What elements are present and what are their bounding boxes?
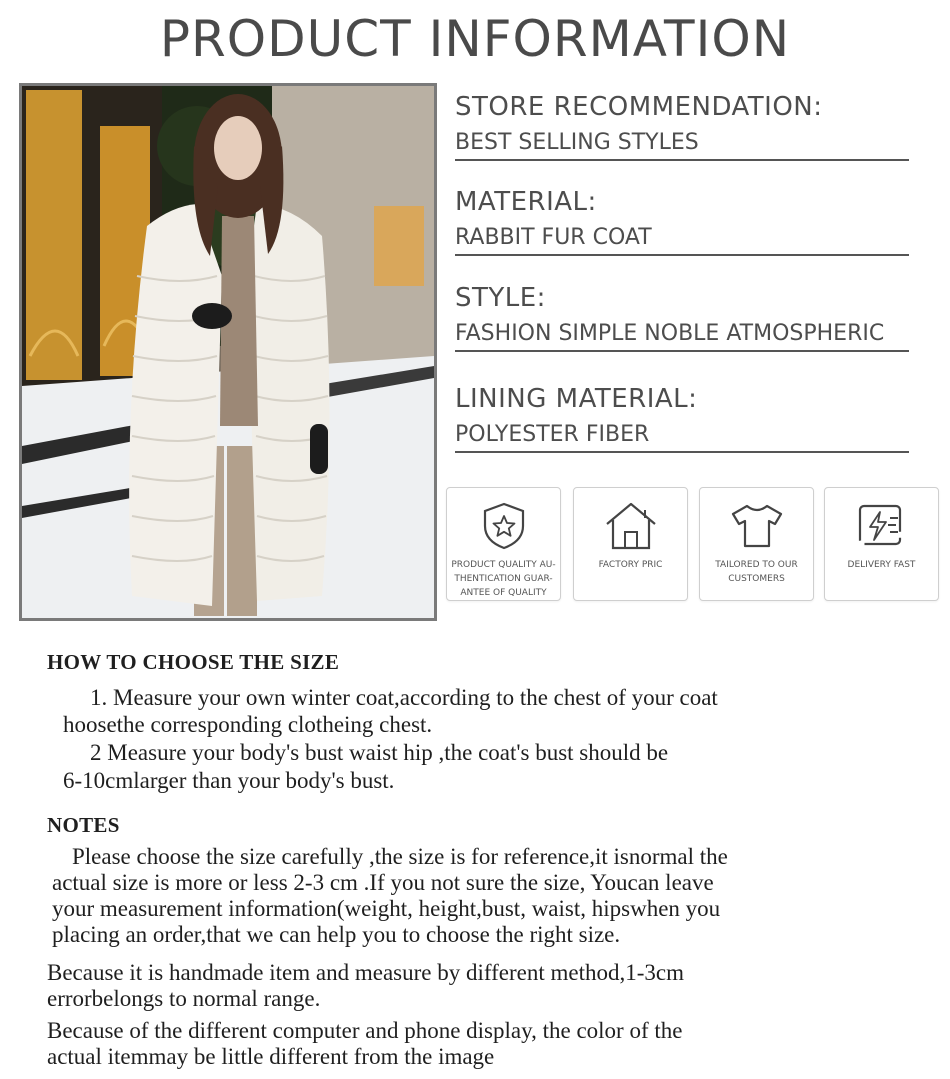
badge-delivery-fast: [824, 487, 939, 601]
info-value: POLYESTER FIBER: [455, 422, 650, 447]
notes-line: Please choose the size carefully ,the size is for reference,it isnormal the: [72, 844, 728, 869]
divider: [455, 254, 909, 256]
info-value: RABBIT FUR COAT: [455, 225, 652, 250]
badge-label: DELIVERY FAST: [847, 560, 916, 570]
page-title: PRODUCT INFORMATION: [159, 10, 791, 68]
info-style: [455, 283, 915, 352]
notes-line: errorbelongs to normal range.: [47, 986, 321, 1011]
badge-label: FACTORY PRIC: [598, 560, 663, 570]
info-label: STORE RECOMMENDATION:: [455, 92, 823, 122]
shield-star-icon: [478, 500, 530, 552]
notes-line: actual size is more or less 2-3 cm .If you not sure the size, Youcan leave: [52, 870, 714, 895]
notes-heading: NOTES: [47, 813, 120, 837]
t-shirt-icon: [727, 500, 787, 552]
badge-quality: [446, 487, 561, 601]
delivery-lightning-icon: [854, 500, 910, 552]
size-guide-line: 2 Measure your body's bust waist hip ,the coat's bust should be: [90, 740, 669, 765]
product-photo: [19, 83, 437, 621]
info-value: FASHION SIMPLE NOBLE ATMOSPHERIC: [455, 321, 885, 346]
size-guide-line: 1. Measure your own winter coat,according to the chest of your coat: [90, 685, 718, 710]
size-guide-line: 6-10cmlarger than your body's bust.: [63, 768, 395, 793]
info-value: BEST SELLING STYLES: [455, 130, 699, 155]
info-label: STYLE:: [455, 283, 546, 313]
notes-line: actual itemmay be little different from the image: [47, 1044, 495, 1069]
divider: [455, 350, 909, 352]
badge-tailored: [699, 487, 814, 601]
feature-badges: [446, 487, 942, 603]
divider: [455, 451, 909, 453]
divider: [455, 159, 909, 161]
size-guide-heading: HOW TO CHOOSE THE SIZE: [47, 650, 340, 674]
info-store-recommendation: [455, 92, 915, 161]
info-material: [455, 187, 915, 256]
notes-line: placing an order,that we can help you to choose the right size.: [52, 922, 621, 947]
badge-factory-price: [573, 487, 688, 601]
house-icon: [601, 500, 661, 552]
notes-line: your measurement information(weight, height,bust, waist, hipswhen you: [52, 896, 721, 921]
info-label: LINING MATERIAL:: [455, 384, 698, 414]
product-photo-illustration: [22, 86, 434, 618]
info-label: MATERIAL:: [455, 187, 597, 217]
info-lining-material: [455, 384, 915, 453]
notes-line: Because it is handmade item and measure by different method,1-3cm: [47, 960, 684, 985]
size-guide-line: hoosethe corresponding clotheing chest.: [63, 712, 433, 737]
badge-label: TAILORED TO OUR CUSTOMERS: [715, 560, 798, 584]
notes-line: Because of the different computer and phone display, the color of the: [47, 1018, 683, 1043]
badge-label: PRODUCT QUALITY AU- THENTICATION GUAR- ANTEE OF QUALITY: [451, 560, 556, 598]
